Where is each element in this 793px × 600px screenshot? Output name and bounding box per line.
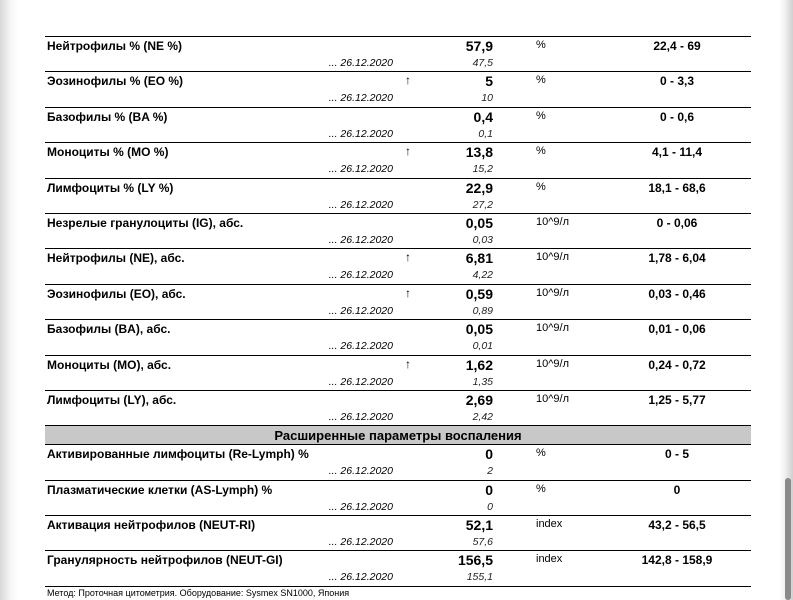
reference-range: 0 - 0,6 [659, 109, 695, 124]
reference-range: 1,25 - 5,77 [648, 392, 706, 407]
scrollbar-thumb[interactable] [785, 478, 791, 600]
reference-range: 142,8 - 158,9 [641, 553, 713, 568]
test-value: 0,59 [465, 285, 493, 302]
test-name: Лимфоциты % (LY %) [47, 180, 174, 195]
reference-range: 0,24 - 0,72 [648, 357, 706, 372]
test-unit: 10^9/л [536, 392, 569, 405]
test-value: 6,81 [465, 250, 493, 267]
previous-value: 0,01 [472, 340, 493, 353]
test-name: Активация нейтрофилов (NEUT-RI) [47, 518, 256, 533]
test-value: 1,62 [465, 356, 493, 373]
test-value: 22,9 [465, 179, 493, 196]
test-unit: index [536, 518, 563, 531]
reference-range: 4,1 - 11,4 [651, 145, 703, 160]
test-unit: % [536, 74, 546, 87]
left-page-shadow [0, 0, 18, 600]
previous-value: 4,22 [472, 269, 493, 282]
previous-date: ... 26.12.2020 [328, 571, 393, 584]
test-name: Эозинофилы % (EO %) [47, 74, 184, 89]
result-row [45, 72, 751, 107]
previous-date: ... 26.12.2020 [328, 304, 393, 317]
test-unit: 10^9/л [536, 215, 569, 228]
test-value: 13,8 [465, 144, 493, 161]
previous-date: ... 26.12.2020 [328, 269, 393, 282]
reference-range: 43,2 - 56,5 [648, 518, 706, 533]
result-row [45, 143, 751, 178]
reference-range: 18,1 - 68,6 [648, 180, 706, 195]
test-unit: 10^9/л [536, 322, 569, 335]
previous-date: ... 26.12.2020 [328, 92, 393, 105]
previous-date: ... 26.12.2020 [328, 375, 393, 388]
result-row [45, 37, 751, 72]
previous-value: 155,1 [466, 571, 493, 584]
results-table [45, 37, 751, 587]
result-row [45, 214, 751, 249]
previous-date: ... 26.12.2020 [328, 410, 393, 423]
test-unit: % [536, 145, 546, 158]
previous-date: ... 26.12.2020 [328, 536, 393, 549]
result-row [45, 551, 751, 586]
test-unit: % [536, 39, 546, 51]
flag-arrow-icon: ↑ [405, 144, 411, 159]
previous-value: 10 [481, 92, 493, 105]
test-unit: % [536, 482, 546, 495]
previous-date: ... 26.12.2020 [328, 465, 393, 478]
test-unit: 10^9/л [536, 357, 569, 370]
test-name: Эозинофилы (EO), абс. [47, 286, 186, 301]
test-name: Лимфоциты (LY), абс. [47, 392, 177, 407]
previous-value: 0,1 [478, 127, 493, 140]
test-name: Незрелые гранулоциты (IG), абс. [47, 215, 244, 230]
result-row [45, 249, 751, 284]
previous-date: ... 26.12.2020 [328, 500, 393, 513]
reference-range: 0 - 0,06 [656, 215, 698, 230]
test-value: 0,4 [473, 108, 493, 125]
result-row [45, 108, 751, 143]
reference-range: 1,78 - 6,04 [648, 251, 706, 266]
test-name: Нейтрофилы (NE), абс. [47, 251, 185, 266]
test-unit: % [536, 109, 546, 122]
test-name: Активированные лимфоциты (Re-Lymph) % [47, 447, 309, 462]
previous-date: ... 26.12.2020 [328, 340, 393, 353]
test-value: 57,9 [465, 38, 493, 54]
test-value: 2,69 [465, 391, 493, 408]
test-name: Гранулярность нейтрофилов (NEUT-GI) [47, 553, 283, 568]
previous-value: 1,35 [472, 375, 493, 388]
previous-value: 0,03 [472, 233, 493, 246]
test-value: 156,5 [457, 552, 493, 569]
test-name: Плазматические клетки (AS-Lymph) % [47, 482, 273, 497]
flag-arrow-icon: ↑ [405, 356, 411, 371]
reference-range: 0,03 - 0,46 [648, 286, 706, 301]
reference-range: 0 [673, 482, 681, 497]
result-row [45, 481, 751, 516]
result-row [45, 445, 751, 480]
reference-range: 0 - 3,3 [659, 74, 695, 89]
previous-value: 0,89 [472, 304, 493, 317]
test-value: 0,05 [465, 214, 493, 231]
flag-arrow-icon: ↑ [405, 73, 411, 88]
test-name: Моноциты % (MO %) [47, 145, 169, 160]
previous-value: 47,5 [472, 57, 493, 69]
test-unit: index [536, 553, 563, 566]
result-row [45, 356, 751, 391]
previous-date: ... 26.12.2020 [328, 57, 393, 69]
results-group-main [45, 37, 751, 426]
previous-value: 2,42 [472, 410, 493, 423]
test-unit: 10^9/л [536, 251, 569, 264]
test-name: Моноциты (MO), абс. [47, 357, 172, 372]
test-name: Базофилы % (BA %) [47, 109, 168, 124]
reference-range: 0 - 5 [664, 447, 689, 462]
previous-date: ... 26.12.2020 [328, 163, 393, 176]
result-row [45, 285, 751, 320]
reference-range: 0,01 - 0,06 [648, 322, 706, 337]
section-header: Расширенные параметры воспаления [45, 426, 751, 445]
method-footnote: Метод: Проточная цитометрия. Оборудование: Sysmex SN1000, Япония [47, 588, 350, 598]
previous-value: 57,6 [472, 536, 493, 549]
previous-date: ... 26.12.2020 [328, 127, 393, 140]
results-group-inflammation [45, 445, 751, 587]
test-unit: 10^9/л [536, 286, 569, 299]
flag-arrow-icon: ↑ [405, 285, 411, 300]
previous-value: 15,2 [472, 163, 493, 176]
test-unit: % [536, 447, 546, 460]
flag-arrow-icon: ↑ [405, 250, 411, 265]
previous-date: ... 26.12.2020 [328, 233, 393, 246]
previous-date: ... 26.12.2020 [328, 198, 393, 211]
test-value: 0 [485, 446, 493, 463]
result-row [45, 391, 751, 426]
test-unit: % [536, 180, 546, 193]
result-row [45, 179, 751, 214]
previous-value: 0 [487, 500, 493, 513]
test-name: Базофилы (BA), абс. [47, 322, 171, 337]
test-value: 5 [485, 73, 493, 90]
test-value: 52,1 [465, 517, 493, 534]
test-value: 0,05 [465, 321, 493, 338]
result-row [45, 320, 751, 355]
result-row [45, 516, 751, 551]
previous-value: 2 [487, 465, 493, 478]
previous-value: 27,2 [472, 198, 493, 211]
test-name: Нейтрофилы % (NE %) [47, 39, 183, 53]
test-value: 0 [485, 481, 493, 498]
reference-range: 22,4 - 69 [653, 39, 701, 53]
